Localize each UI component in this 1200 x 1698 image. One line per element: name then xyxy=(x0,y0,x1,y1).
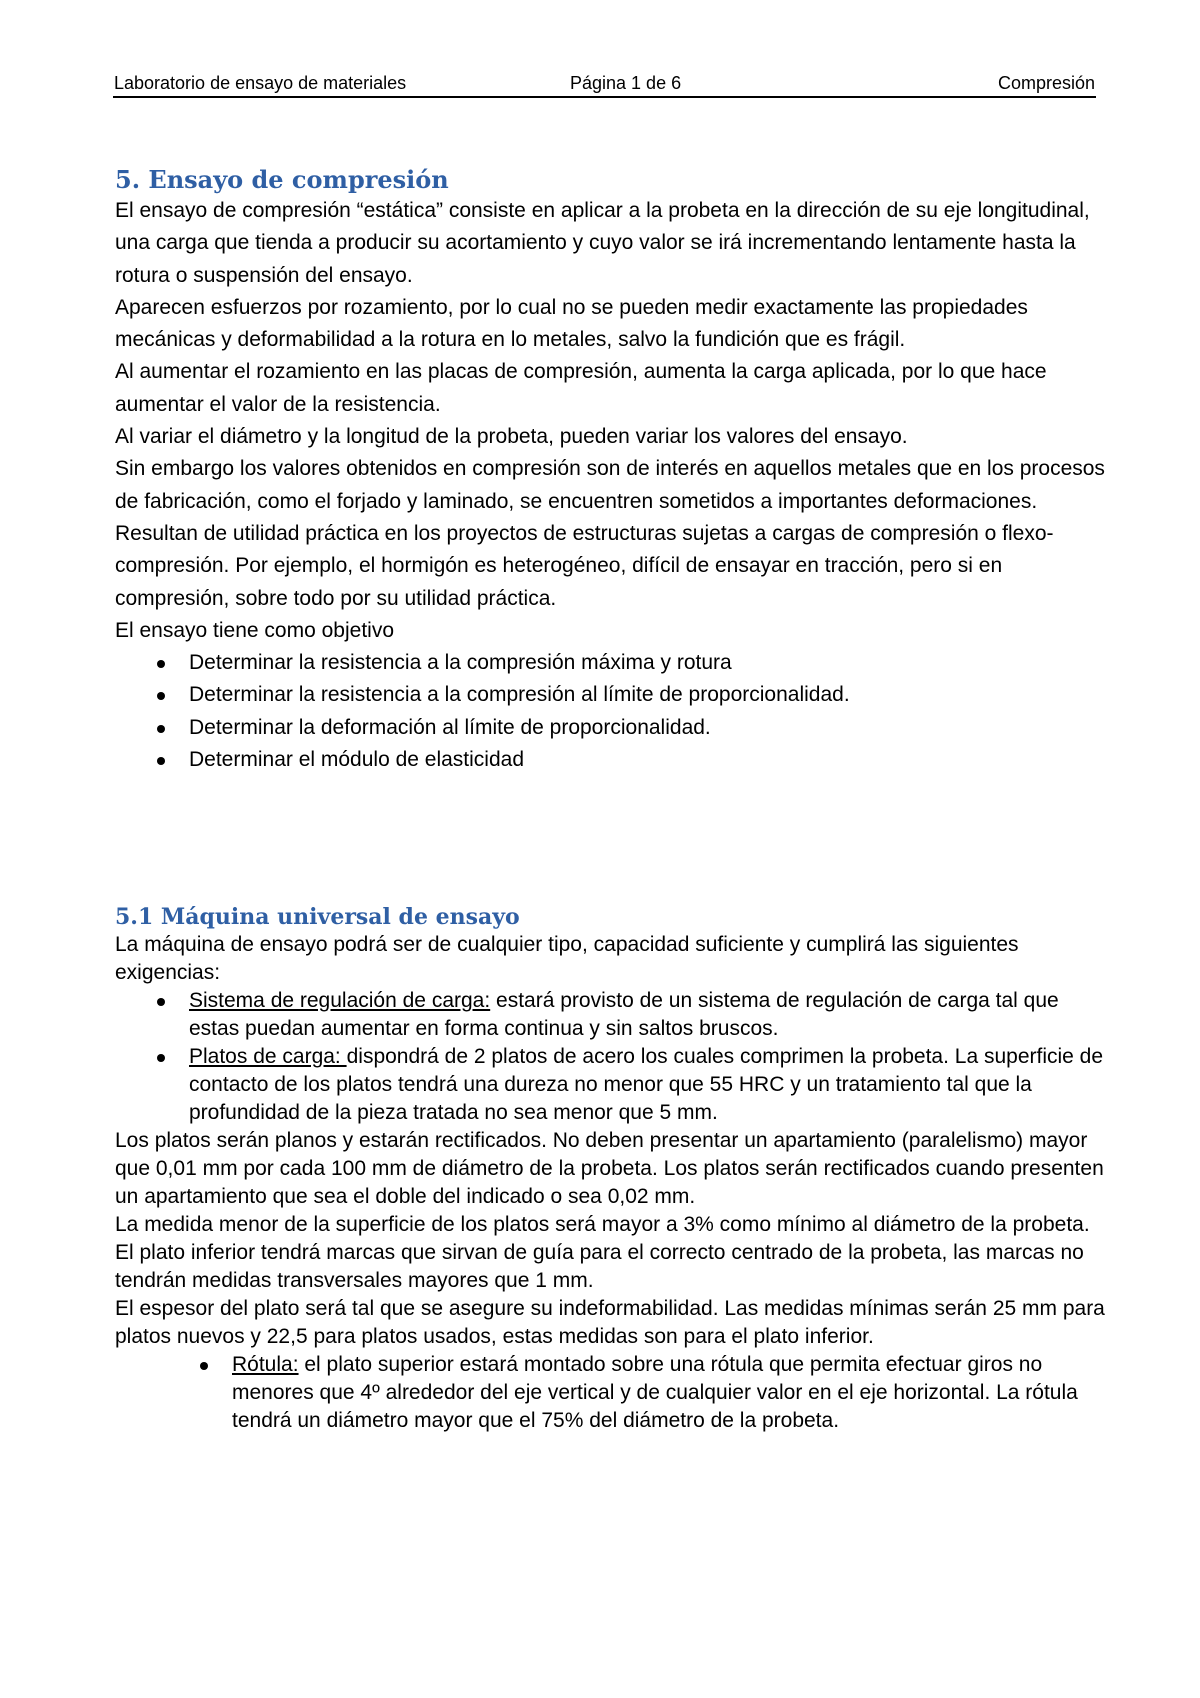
paragraph: Resultan de utilidad práctica en los proyectos de estructuras sujetas a cargas de compresión o flexo-compresión. Por ejemplo, el hormigón es heterogéneo, difícil de ensayar en tracción, pero si en compresión, sobre todo por su utilidad práctica. xyxy=(115,521,1054,610)
objectives-list xyxy=(115,647,1105,776)
list-item: Determinar la deformación al límite de proporcionalidad. xyxy=(115,712,1105,744)
list-item: Determinar el módulo de elasticidad xyxy=(115,744,1105,776)
page-header xyxy=(113,72,1096,98)
paragraph: Al variar el diámetro y la longitud de la probeta, pueden variar los valores del ensayo. xyxy=(115,425,908,449)
section-universal-machine-body xyxy=(115,931,1105,1435)
header-chapter: Compresión xyxy=(997,73,1095,93)
requirements-sublist xyxy=(115,1351,1105,1435)
item-label: Sistema de regulación de carga: xyxy=(189,989,491,1012)
section-title-universal-machine: 5.1 Máquina universal de ensayo xyxy=(115,904,520,930)
paragraph: El espesor del plato será tal que se asegure su indeformabilidad. Las medidas mínimas serán 25 mm para platos nuevos y 22,5 para platos usados, estas medidas son para el plato inferior. xyxy=(115,1297,1105,1348)
header-page-number: Página 1 de 6 xyxy=(570,73,682,93)
section-compression-test-body xyxy=(115,195,1105,776)
paragraph: Sin embargo los valores obtenidos en compresión son de interés en aquellos metales que en los procesos de fabricación, como el forjado y laminado, se encuentren sometidos a importantes deformaciones. xyxy=(115,457,1105,513)
paragraph: La medida menor de la superficie de los platos será mayor a 3% como mínimo al diámetro de la probeta. El plato inferior tendrá marcas que sirvan de guía para el correcto centrado de la probeta, las marcas no tendrán medidas transversales mayores que 1 mm. xyxy=(115,1213,1090,1292)
section-title-compression-test: 5. Ensayo de compresión xyxy=(115,165,449,194)
item-text: dispondrá de 2 platos de acero los cuales comprimen la probeta. La superficie de contacto de los platos tendrá una dureza no menor que 55 HRC y un tratamiento tal que la profundidad de la pieza tratada no sea menor que 5 mm. xyxy=(189,1045,1104,1124)
list-item xyxy=(115,987,1105,1043)
paragraph: Aparecen esfuerzos por rozamiento, por lo cual no se pueden medir exactamente las propiedades mecánicas y deformabilidad a la rotura en lo metales, salvo la fundición que es frágil. xyxy=(115,295,1028,352)
header-document-title: Laboratorio de ensayo de materiales xyxy=(114,73,407,93)
paragraph: La máquina de ensayo podrá ser de cualquier tipo, capacidad suficiente y cumplirá las siguientes exigencias: xyxy=(115,933,1019,984)
paragraph: El ensayo de compresión “estática” consiste en aplicar a la probeta en la dirección de su eje longitudinal, una carga que tienda a producir su acortamiento y cuyo valor se irá incrementando lentamente hasta la rotura o suspensión del ensayo. xyxy=(115,199,1090,287)
list-item xyxy=(115,1043,1105,1127)
list-item xyxy=(115,1351,1105,1435)
requirements-list xyxy=(115,987,1105,1127)
item-text: el plato superior estará montado sobre una rótula que permita efectuar giros no menores que 4º alrededor del eje vertical y de cualquier valor en el eje horizontal. La rótula tendrá un diámetro mayor que el 75% del diámetro de la probeta. xyxy=(232,1353,1078,1432)
list-item: Determinar la resistencia a la compresión máxima y rotura xyxy=(115,647,1105,679)
paragraph: Al aumentar el rozamiento en las placas de compresión, aumenta la carga aplicada, por lo que hace aumentar el valor de la resistencia. xyxy=(115,360,1047,416)
item-label: Rótula: xyxy=(232,1353,299,1376)
list-item: Determinar la resistencia a la compresión al límite de proporcionalidad. xyxy=(115,679,1105,711)
item-label: Platos de carga: xyxy=(189,1045,347,1068)
paragraph: Los platos serán planos y estarán rectificados. No deben presentar un apartamiento (paralelismo) mayor que 0,01 mm por cada 100 mm de diámetro de la probeta. Los platos serán rectificados cuando presenten un apartamiento que sea el doble del indicado o sea 0,02 mm. xyxy=(115,1129,1104,1208)
item-text: estará provisto de un sistema de regulación de carga tal que estas puedan aumentar en forma continua y sin saltos bruscos. xyxy=(189,989,1059,1040)
paragraph: El ensayo tiene como objetivo xyxy=(115,618,394,642)
